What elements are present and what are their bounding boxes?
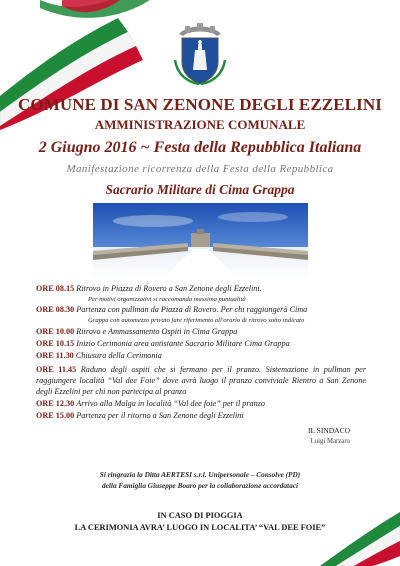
program-time: ORE 11.30 <box>36 351 74 360</box>
amministrazione-subtitle: AMMINISTRAZIONE COMUNALE <box>94 117 306 132</box>
program-text: Ritrovo in Piazza di Rovero a San Zenone degli Ezzelini. <box>76 284 262 293</box>
signature-name: Luigi Marzaro <box>310 438 350 445</box>
program-time: ORE 08.15 <box>36 284 75 293</box>
rain-notice-text: LA CERIMONIA AVRA’ LUOGO IN LOCALITA’ “VAL DEE FOIE” <box>74 523 326 532</box>
program-note: Grappa con automezzo privato fare riferimento all'orario di ritrovo sotto indicato <box>88 317 305 324</box>
program-text: Chiusura della Cerimonia <box>75 351 162 360</box>
thanks-line-1: Si ringrazia la Ditta AERTESI s.r.l. Unipersonale – Consolve (PD) <box>99 470 301 479</box>
program-note: Per motivi organizzativi si raccomanda massima puntualità <box>88 296 246 303</box>
program-text: Partenza con pullman da Piazza di Rovero. Per chi raggiungerà Cima <box>76 305 308 314</box>
program-text: Partenza per il ritorno a San Zenone degli Ezzelini <box>76 411 244 420</box>
program-item <box>36 339 366 349</box>
rain-notice-title: IN CASO DI PIOGGIA <box>157 511 243 520</box>
program-item <box>36 411 366 421</box>
program-item <box>36 399 366 409</box>
program-text: Ritrovo e Ammassamento Ospiti in Cima Grappa <box>76 327 238 336</box>
program-item <box>36 305 366 315</box>
program-time: ORE 10.00 <box>36 327 75 336</box>
sacrario-photo <box>93 203 308 278</box>
program-item <box>36 284 366 294</box>
memorial-title: Sacrario Militare di Cima Grappa <box>105 182 295 197</box>
program-text: Raduno degli ospiti che si fermano per il pranzo. Sistemazione in pullman per raggiungere località “Val dee Foie” dove avrà luogo il pranzo conviviale Rientro a San Zenone degli Ezzelini per chi non partecipa al pranzo <box>36 365 366 396</box>
program-time: ORE 11.45 <box>36 365 77 374</box>
program-item <box>36 327 366 337</box>
program-item <box>36 364 366 397</box>
municipal-crest-icon <box>173 20 227 86</box>
event-date-line: 2 Giugno 2016 ~ Festa della Repubblica Italiana <box>38 139 362 156</box>
script-line: Manifestazione ricorrenza della Festa della Repubblica <box>66 163 334 175</box>
program-time: ORE 15.00 <box>36 411 75 420</box>
comune-title: COMUNE DI SAN ZENONE DEGLI EZZELINI <box>18 95 382 114</box>
program-text: Arrivo alla Malga in località “Val dee foie” per il pranzo <box>76 399 266 408</box>
program-time: ORE 10.15 <box>36 339 75 348</box>
program-time: ORE 12.30 <box>36 399 75 408</box>
thanks-line-2: della Famiglia Giuseppe Boaro per la collaborazione accordataci <box>102 481 298 490</box>
signature-title: IL SINDACO <box>307 426 350 435</box>
program-item <box>36 351 366 361</box>
program-text: Inizio Cerimonia area antistante Sacrario Militare Cima Grappa <box>76 339 290 348</box>
program-time: ORE 08.30 <box>36 305 75 314</box>
